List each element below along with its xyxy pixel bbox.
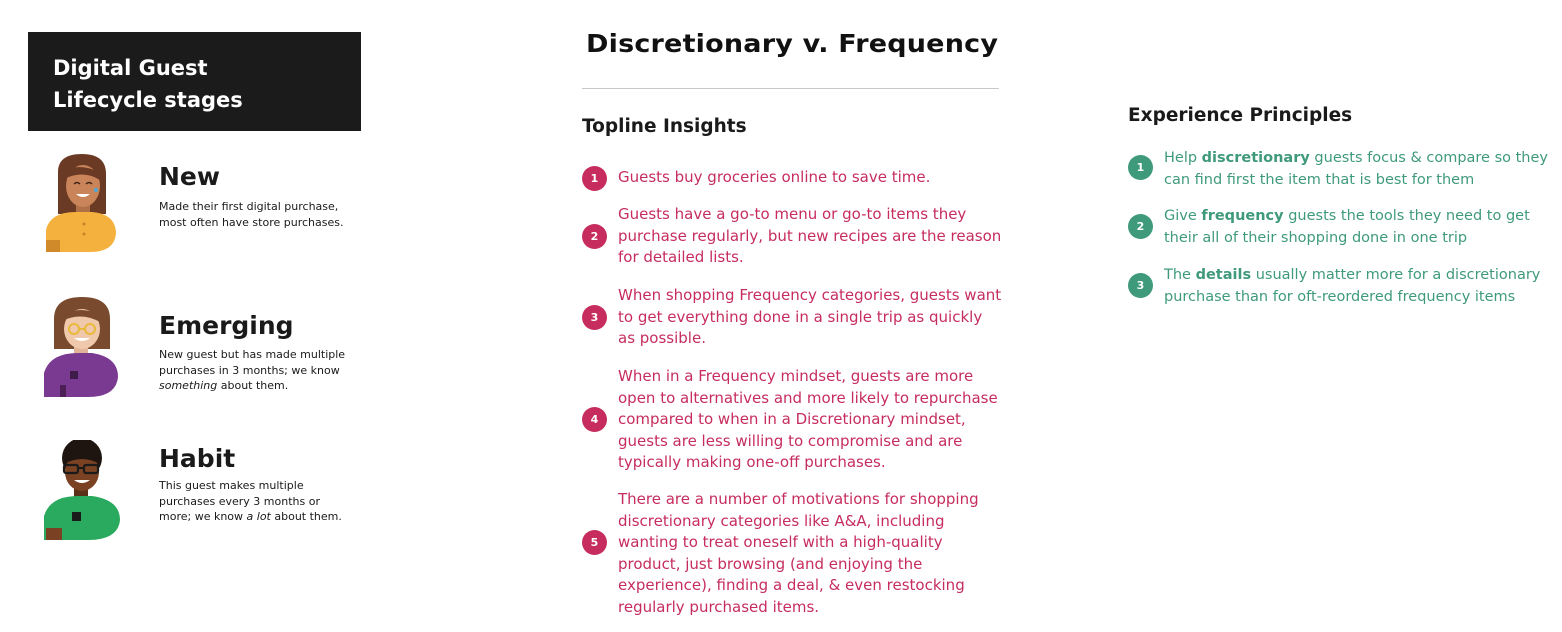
insight-text: Guests buy groceries online to save time. — [618, 168, 931, 186]
lifecycle-title-line1: Digital Guest — [53, 56, 208, 80]
principle-text-bold: frequency — [1201, 208, 1284, 224]
avatar-emerging-icon — [40, 297, 124, 397]
principle-text — [1164, 147, 1548, 191]
insight-text: When shopping Frequency categories, guests want to get everything done in a single trip as quickly as possible. — [618, 286, 1002, 347]
principle-text — [1164, 264, 1548, 308]
principle-text — [1164, 205, 1548, 249]
principle-text-post: usually matter more for a discretionary purchase than for oft-reordered frequency items — [1164, 267, 1541, 305]
principle-text-bold: discretionary — [1201, 150, 1310, 166]
principle-text-pre: The — [1164, 267, 1196, 283]
principle-text-pre: Help — [1164, 150, 1202, 166]
stage-emerging-desc-pre: New guest but has made multiple purchases in 3 months; we know — [159, 348, 346, 377]
stage-new-desc — [159, 199, 349, 230]
principle-text-post: guests the tools they need to get their all of their shopping done in one trip — [1164, 208, 1530, 246]
insight-text: Guests have a go-to menu or go-to items they purchase regularly, but new recipes are the reason for detailed lists. — [618, 205, 1002, 266]
experience-principles-heading: Experience Principles — [1128, 105, 1353, 126]
insight-number-badge: 5 — [582, 530, 607, 555]
principle-number-badge: 1 — [1128, 155, 1153, 180]
page-title: Discretionary v. Frequency — [586, 30, 999, 59]
insight-number-badge: 1 — [582, 166, 607, 191]
topline-insights-heading: Topline Insights — [582, 116, 747, 137]
stage-emerging-desc — [159, 347, 349, 394]
insight-number-badge: 2 — [582, 224, 607, 249]
insight-number-badge: 4 — [582, 407, 607, 432]
avatar-new-icon — [40, 152, 124, 252]
avatar-habit-icon — [40, 440, 124, 540]
stage-emerging-desc-em: something — [159, 379, 218, 392]
principle-number-badge: 2 — [1128, 214, 1153, 239]
principle-text-post: guests focus & compare so they can find first the item that is best for them — [1164, 150, 1549, 188]
principle-text-pre: Give — [1164, 208, 1202, 224]
stage-habit-desc-post: about them. — [270, 510, 342, 523]
stage-emerging-desc-post: about them. — [217, 379, 289, 392]
principle-number-badge: 3 — [1128, 273, 1153, 298]
insight-text: When in a Frequency mindset, guests are more open to alternatives and more likely to repurchase compared to when in a Discretionary mindset, guests are less willing to compromise and are typically making one-off purchases. — [618, 367, 998, 471]
stage-habit-desc-pre: This guest makes multiple purchases every 3 months or more; we know — [159, 479, 320, 523]
title-divider — [582, 88, 999, 89]
principle-text-bold: details — [1195, 267, 1252, 283]
stage-habit-desc-em: a lot — [246, 510, 271, 523]
stage-habit-name: Habit — [159, 444, 236, 473]
stage-habit-desc — [159, 478, 349, 525]
lifecycle-title-line2: Lifecycle stages — [53, 88, 243, 112]
stage-new-desc-text: Made their first digital purchase, most often have store purchases. — [159, 200, 344, 229]
stage-new-name: New — [159, 162, 220, 191]
stage-emerging-name: Emerging — [159, 311, 294, 340]
insight-number-badge: 3 — [582, 305, 607, 330]
lifecycle-title-box — [28, 32, 361, 131]
insight-text: There are a number of motivations for shopping discretionary categories like A&A, including wanting to treat oneself with a high-quality product, just browsing (and enjoying the experience), finding a deal, & even restocking regularly purchased items. — [618, 490, 979, 616]
